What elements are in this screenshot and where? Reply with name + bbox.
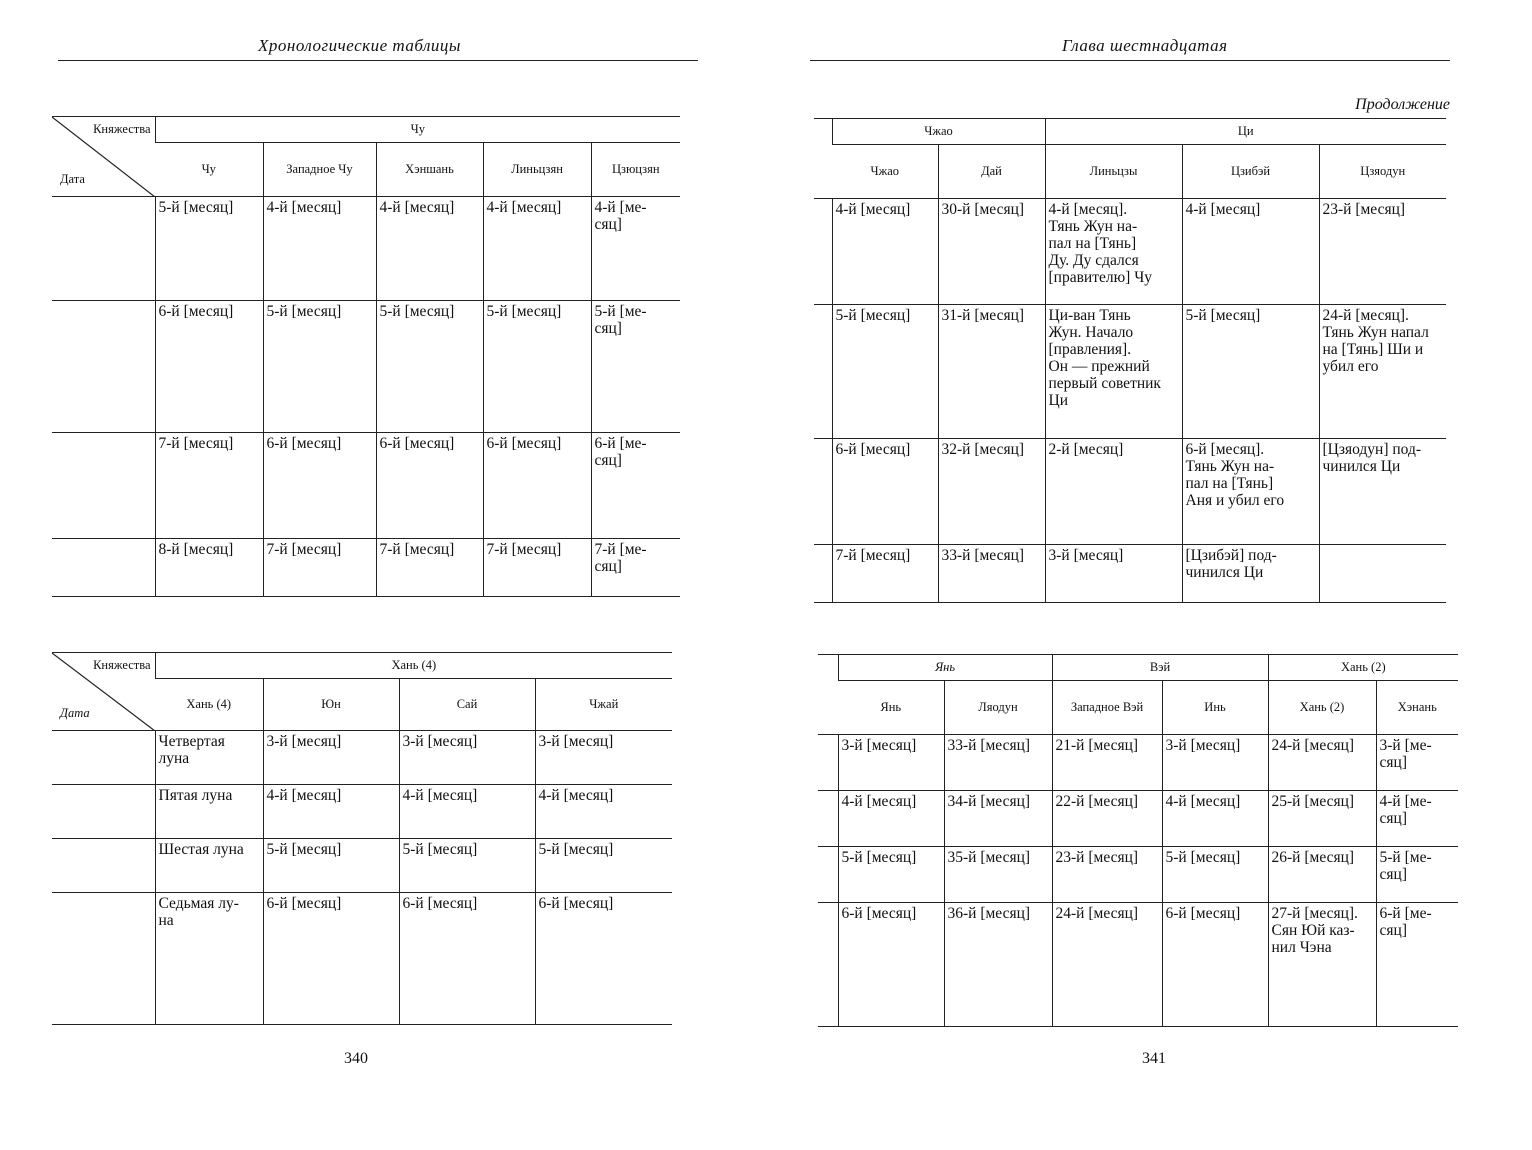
table-cell	[1319, 545, 1446, 603]
column-header: Линьцзян	[483, 143, 591, 197]
column-header: Цзюцзян	[591, 143, 680, 197]
table-cell: 6-й [ме- сяц]	[591, 433, 680, 539]
table-row	[818, 903, 1458, 1027]
table-cell: 5-й [месяц]	[263, 839, 399, 893]
table-cell: 6-й [месяц]	[263, 433, 376, 539]
table-cell: Ци-ван Тянь Жун. Начало [правления]. Он — прежний первый советник Ци	[1045, 305, 1182, 439]
corner-cell	[52, 117, 155, 197]
table-cell: 34-й [месяц]	[944, 791, 1052, 847]
table-cell: 5-й [месяц]	[399, 839, 535, 893]
column-header: Западное Чу	[263, 143, 376, 197]
right-header-rule	[810, 60, 1450, 61]
table-cell: 27-й [месяц]. Сян Юй каз- нил Чэна	[1268, 903, 1376, 1027]
table-cell: 4-й [месяц]	[838, 791, 944, 847]
table-cell: 4-й [месяц]	[263, 197, 376, 301]
table-cell: Седьмая лу- на	[155, 893, 263, 1025]
table-cell: 2-й [месяц]	[1045, 439, 1182, 545]
table-cell: 3-й [месяц]	[535, 731, 672, 785]
table-cell: 5-й [месяц]	[155, 197, 263, 301]
table-row	[52, 731, 672, 785]
zhao-qi-table	[814, 118, 1446, 603]
table-cell: 7-й [месяц]	[376, 539, 483, 597]
table-cell: 4-й [месяц]	[535, 785, 672, 839]
table-cell: 5-й [месяц]	[263, 301, 376, 433]
table-cell: 4-й [месяц]. Тянь Жун на- пал на [Тянь] Ду. Ду сдался [правителю] Чу	[1045, 199, 1182, 305]
right-page	[766, 0, 1532, 1150]
table-cell: 32-й [месяц]	[938, 439, 1045, 545]
table-row	[814, 439, 1446, 545]
table-cell: 6-й [месяц]	[1162, 903, 1268, 1027]
table-cell: [Цзибэй] под- чинился Ци	[1182, 545, 1319, 603]
table-cell: 22-й [месяц]	[1052, 791, 1162, 847]
table-row	[52, 539, 680, 597]
table-cell: Пятая луна	[155, 785, 263, 839]
table-cell: 36-й [месяц]	[944, 903, 1052, 1027]
table-cell: 3-й [ме- сяц]	[1376, 735, 1458, 791]
table-cell: 6-й [месяц]. Тянь Жун на- пал на [Тянь] Аня и убил его	[1182, 439, 1319, 545]
table-cell: 4-й [месяц]	[483, 197, 591, 301]
page-number: 340	[344, 1050, 368, 1067]
column-header: Чу	[201, 162, 216, 176]
table-cell: 8-й [месяц]	[155, 539, 263, 597]
group-header-zhao: Чжао	[832, 119, 1045, 145]
table-cell: 7-й [ме- сяц]	[591, 539, 680, 597]
table-cell: 4-й [месяц]	[1162, 791, 1268, 847]
table-cell: 6-й [месяц]	[376, 433, 483, 539]
table-cell: 6-й [месяц]	[399, 893, 535, 1025]
table-cell: 25-й [месяц]	[1268, 791, 1376, 847]
column-header: Цзибэй	[1182, 145, 1319, 199]
right-running-header: Глава шестнадцатая	[1062, 36, 1228, 55]
table-cell: 6-й [месяц]	[483, 433, 591, 539]
table-cell: 6-й [месяц]	[535, 893, 672, 1025]
table-cell: 4-й [месяц]	[399, 785, 535, 839]
corner-label-date: Дата	[60, 706, 90, 720]
table-cell: 4-й [месяц]	[1182, 199, 1319, 305]
table-cell: 23-й [месяц]	[1052, 847, 1162, 903]
table-cell: 31-й [месяц]	[938, 305, 1045, 439]
group-header-han2: Хань (2)	[1268, 655, 1458, 681]
table-cell: 35-й [месяц]	[944, 847, 1052, 903]
table-row	[818, 791, 1458, 847]
table-cell: 23-й [месяц]	[1319, 199, 1446, 305]
table-cell: 24-й [месяц]	[1268, 735, 1376, 791]
column-header: Хэнань	[1376, 681, 1458, 735]
column-header: Юн	[263, 679, 399, 731]
table-cell: 3-й [месяц]	[1045, 545, 1182, 603]
column-header: Янь	[880, 700, 902, 714]
table-cell: 5-й [месяц]	[376, 301, 483, 433]
table-row	[814, 545, 1446, 603]
table-cell: 7-й [месяц]	[483, 539, 591, 597]
corner-label-date: Дата	[60, 172, 85, 186]
table-cell: 33-й [месяц]	[938, 545, 1045, 603]
table-cell: 6-й [месяц]	[263, 893, 399, 1025]
group-header-qi: Ци	[1045, 119, 1446, 145]
table-row	[814, 199, 1446, 305]
table-cell: 3-й [месяц]	[399, 731, 535, 785]
column-header: Хань (2)	[1268, 681, 1376, 735]
table-cell: 7-й [месяц]	[263, 539, 376, 597]
table-cell: 4-й [месяц]	[376, 197, 483, 301]
table-cell: 6-й [месяц]	[832, 439, 938, 545]
table-cell: 6-й [месяц]	[155, 301, 263, 433]
table-cell: 33-й [месяц]	[944, 735, 1052, 791]
table-cell: 30-й [месяц]	[938, 199, 1045, 305]
group-header-yan: Янь	[838, 655, 1052, 681]
table-row	[818, 735, 1458, 791]
table-cell: 24-й [месяц]	[1052, 903, 1162, 1027]
page-number: 341	[1142, 1050, 1166, 1067]
yan-wei-han2-table	[818, 654, 1458, 1027]
table-row	[52, 893, 672, 1025]
table-cell: 7-й [месяц]	[832, 545, 938, 603]
column-header: Хань (4)	[186, 697, 232, 711]
table-row	[52, 839, 672, 893]
table-cell: 21-й [месяц]	[1052, 735, 1162, 791]
column-header: Инь	[1162, 681, 1268, 735]
table-cell: 5-й [месяц]	[1162, 847, 1268, 903]
column-header: Линьцзы	[1045, 145, 1182, 199]
left-header-rule	[58, 60, 698, 61]
table-cell: 26-й [месяц]	[1268, 847, 1376, 903]
column-header: Ляодун	[944, 681, 1052, 735]
table-row	[818, 847, 1458, 903]
table-row	[52, 785, 672, 839]
table-cell: 5-й [месяц]	[1182, 305, 1319, 439]
table-cell: 5-й [месяц]	[838, 847, 944, 903]
column-header: Чжай	[535, 679, 672, 731]
table-row	[52, 301, 680, 433]
column-header: Сай	[399, 679, 535, 731]
table-cell: 5-й [ме- сяц]	[591, 301, 680, 433]
table-cell: 4-й [месяц]	[263, 785, 399, 839]
table-cell: 6-й [месяц]	[838, 903, 944, 1027]
continuation-label: Продолжение	[1355, 96, 1450, 113]
table-cell: Шестая луна	[155, 839, 263, 893]
table-row	[814, 305, 1446, 439]
chu-table	[52, 116, 680, 597]
left-running-header: Хронологические таблицы	[258, 36, 461, 55]
group-header-chu: Чу	[155, 117, 680, 143]
table-row	[52, 197, 680, 301]
table-cell: [Цзяодун] под- чинился Ци	[1319, 439, 1446, 545]
group-header-wei: Вэй	[1052, 655, 1268, 681]
column-header: Чжао	[870, 164, 900, 178]
table-cell: 3-й [месяц]	[1162, 735, 1268, 791]
table-cell: Четвертая луна	[155, 731, 263, 785]
column-header: Хэншань	[376, 143, 483, 197]
corner-label-principalities: Княжества	[93, 122, 151, 136]
column-header: Цзяодун	[1319, 145, 1446, 199]
table-cell: 5-й [месяц]	[832, 305, 938, 439]
group-header-han4: Хань (4)	[155, 653, 672, 679]
table-cell: 4-й [ме- сяц]	[591, 197, 680, 301]
table-cell: 24-й [месяц]. Тянь Жун напал на [Тянь] Ши и убил его	[1319, 305, 1446, 439]
table-cell: 3-й [месяц]	[838, 735, 944, 791]
table-cell: 4-й [месяц]	[832, 199, 938, 305]
table-cell: 5-й [месяц]	[535, 839, 672, 893]
table-cell: 5-й [месяц]	[483, 301, 591, 433]
table-row	[52, 433, 680, 539]
column-header: Дай	[938, 145, 1045, 199]
table-cell: 5-й [ме- сяц]	[1376, 847, 1458, 903]
corner-label-principalities: Княжества	[93, 658, 151, 672]
table-cell: 7-й [месяц]	[155, 433, 263, 539]
table-cell: 6-й [ме- сяц]	[1376, 903, 1458, 1027]
han4-table	[52, 652, 672, 1025]
corner-cell	[52, 653, 155, 731]
table-cell: 4-й [ме- сяц]	[1376, 791, 1458, 847]
table-cell: 3-й [месяц]	[263, 731, 399, 785]
column-header: Западное Вэй	[1052, 681, 1162, 735]
